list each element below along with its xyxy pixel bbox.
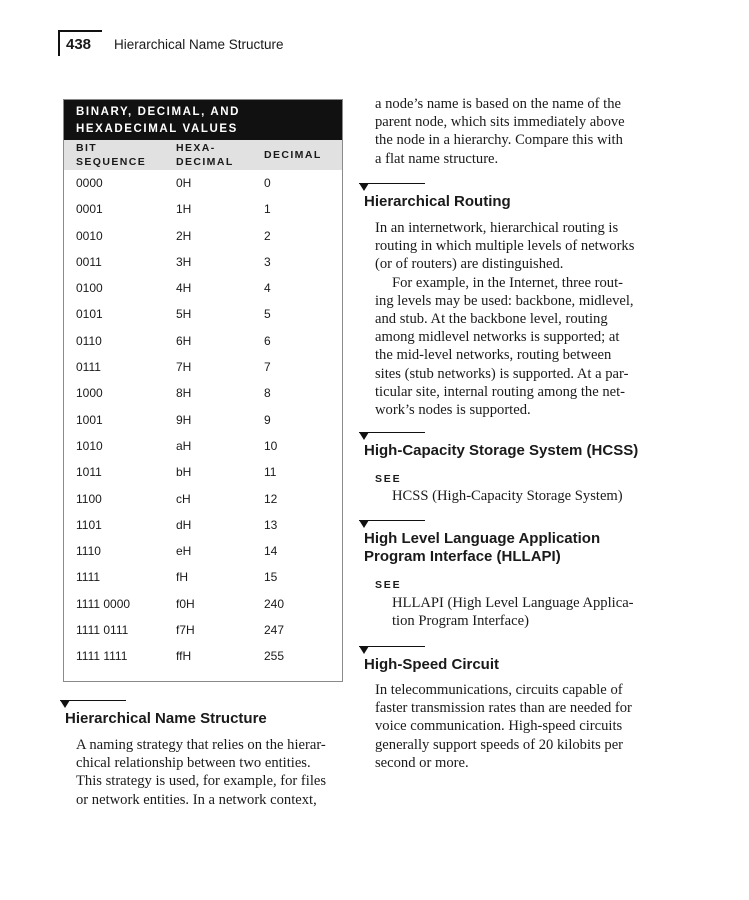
- decimal-cell: 8: [264, 386, 271, 401]
- hexadecimal-cell: 9H: [176, 412, 192, 427]
- decimal-cell: 7: [264, 360, 271, 375]
- values-table: [63, 99, 343, 682]
- decimal-cell: 9: [264, 412, 271, 427]
- decimal-cell: 240: [264, 596, 285, 611]
- hexadecimal-cell: fH: [176, 570, 188, 585]
- hexadecimal-cell: 8H: [176, 386, 192, 401]
- hexadecimal-cell: eH: [176, 544, 192, 559]
- hexadecimal-cell: 0H: [176, 176, 192, 190]
- entry-body: [375, 219, 659, 419]
- hexadecimal-cell: 1H: [176, 202, 192, 217]
- entry-hierarchical-routing: [359, 183, 659, 418]
- table-row: [64, 566, 342, 592]
- bit-sequence-cell: 0011: [76, 254, 102, 269]
- bit-sequence-cell: 1111 1111: [76, 649, 128, 664]
- see-label: SEE: [375, 473, 402, 485]
- table-header-row: [64, 140, 342, 170]
- table-row: [64, 514, 342, 540]
- column-header-hexadecimal: HEXA- DECIMAL: [176, 142, 234, 168]
- decimal-cell: 15: [264, 570, 278, 585]
- body-line: generally support speeds of 20 kilobits per: [375, 736, 624, 753]
- body-line: chical relationship between two entities.: [76, 755, 311, 772]
- decimal-cell: 11: [264, 465, 277, 480]
- hexadecimal-cell: bH: [176, 465, 192, 480]
- see-reference-line: HLLAPI (High Level Language Applica-: [392, 595, 634, 611]
- hexadecimal-cell: aH: [176, 438, 192, 453]
- bit-sequence-cell: 1100: [76, 491, 102, 506]
- bit-sequence-cell: 0101: [76, 307, 103, 322]
- triangle-marker-icon: [359, 646, 369, 654]
- bit-sequence-cell: 1011: [76, 465, 102, 480]
- running-title: Hierarchical Name Structure: [114, 37, 284, 52]
- decimal-cell: 10: [264, 438, 278, 453]
- see-reference: [392, 487, 662, 505]
- bit-sequence-cell: 1101: [76, 517, 102, 532]
- bit-sequence-cell: 1010: [76, 438, 103, 453]
- table-caption-line: BINARY, DECIMAL, AND: [76, 106, 241, 118]
- table-row: [64, 409, 342, 435]
- bit-sequence-cell: 1110: [76, 544, 101, 559]
- decimal-cell: 3: [264, 254, 271, 269]
- hexadecimal-cell: f7H: [176, 623, 195, 638]
- hexadecimal-cell: 3H: [176, 254, 192, 269]
- body-line: or network entities. In a network context,: [76, 791, 317, 808]
- decimal-cell: 13: [264, 517, 278, 532]
- table-row: [64, 198, 342, 224]
- bit-sequence-cell: 1000: [76, 386, 103, 401]
- bit-sequence-cell: 0100: [76, 281, 103, 296]
- see-label: SEE: [375, 579, 402, 591]
- decimal-cell: 4: [264, 281, 271, 296]
- decimal-cell: 255: [264, 649, 285, 664]
- body-line: faster transmission rates than are needed for: [375, 700, 632, 717]
- decimal-cell: 2: [264, 228, 271, 243]
- header-horizontal-rule: [58, 30, 102, 32]
- triangle-marker-icon: [60, 700, 70, 708]
- bit-sequence-cell: 0000: [76, 176, 103, 190]
- table-caption: [64, 100, 342, 140]
- continuation-text: [375, 95, 665, 168]
- hexadecimal-cell: ffH: [176, 649, 192, 664]
- body-line: the mid-level networks, routing between: [375, 347, 612, 364]
- body-line: work’s nodes is supported.: [375, 402, 531, 419]
- table-row: [64, 593, 342, 619]
- table-row: [64, 172, 342, 198]
- body-line: a node’s name is based on the name of the: [375, 96, 621, 112]
- table-row: [64, 645, 342, 671]
- decimal-cell: 12: [264, 491, 278, 506]
- entry-heading: High-Capacity Storage System (HCSS): [364, 442, 639, 459]
- table-row: [64, 461, 342, 487]
- bit-sequence-cell: 1001: [76, 412, 103, 427]
- table-row: [64, 488, 342, 514]
- body-line: the node in a hierarchy. Compare this with: [375, 132, 623, 149]
- body-line: (or of routers) are distinguished.: [375, 256, 564, 273]
- table-row: [64, 382, 342, 408]
- body-line: ticular site, internal routing among the net-: [375, 383, 626, 400]
- bit-sequence-cell: 1111: [76, 570, 101, 585]
- table-row: [64, 356, 342, 382]
- table-row: [64, 277, 342, 303]
- header-vertical-rule: [58, 30, 60, 56]
- entry-high-speed-circuit: [359, 646, 659, 776]
- decimal-cell: 5: [264, 307, 271, 322]
- see-reference-line: HCSS (High-Capacity Storage System): [392, 488, 623, 504]
- body-line: routing in which multiple levels of networks: [375, 238, 635, 255]
- body-line: second or more.: [375, 754, 469, 771]
- hexadecimal-cell: f0H: [176, 596, 195, 611]
- entry-heading: Hierarchical Name Structure: [65, 710, 267, 727]
- bit-sequence-cell: 0001: [76, 202, 103, 217]
- body-line: In telecommunications, circuits capable of: [375, 682, 623, 698]
- entry-hllapi: [359, 520, 659, 635]
- see-reference: [392, 594, 662, 630]
- table-row: [64, 435, 342, 461]
- body-line: a flat name structure.: [375, 150, 499, 167]
- page-number: 438: [66, 36, 92, 53]
- hexadecimal-cell: cH: [176, 491, 191, 506]
- decimal-cell: 6: [264, 333, 271, 348]
- entry-heading: Hierarchical Routing: [364, 193, 511, 210]
- decimal-cell: 0: [264, 176, 271, 190]
- table-row: [64, 251, 342, 277]
- triangle-marker-icon: [359, 432, 369, 440]
- entry-hcss: [359, 432, 659, 512]
- decimal-cell: 247: [264, 623, 285, 638]
- hexadecimal-cell: 2H: [176, 228, 192, 243]
- table-row: [64, 303, 342, 329]
- column-header-bit-sequence: BIT SEQUENCE: [76, 142, 147, 168]
- body-line: This strategy is used, for example, for files: [76, 773, 327, 790]
- entry-body: [375, 681, 659, 772]
- decimal-cell: 1: [264, 202, 271, 217]
- entry-body: [76, 736, 351, 809]
- hexadecimal-cell: 6H: [176, 333, 192, 348]
- body-line: and stub. At the backbone level, routing: [375, 311, 608, 328]
- table-row: [64, 330, 342, 356]
- entry-heading: High-Speed Circuit: [364, 656, 500, 673]
- entry-hierarchical-name-structure: [60, 700, 350, 810]
- body-line: ing levels may be used: backbone, midlevel,: [375, 292, 634, 309]
- hexadecimal-cell: dH: [176, 517, 192, 532]
- table-body: [64, 172, 342, 672]
- entry-heading: High Level Language Application: [364, 530, 601, 547]
- bit-sequence-cell: 1111 0111: [76, 623, 129, 638]
- body-line: parent node, which sits immediately above: [375, 114, 625, 131]
- decimal-cell: 14: [264, 544, 278, 559]
- hexadecimal-cell: 5H: [176, 307, 192, 322]
- body-line: sites (stub networks) is supported. At a par-: [375, 365, 629, 382]
- triangle-marker-icon: [359, 183, 369, 191]
- entry-heading: Program Interface (HLLAPI): [364, 548, 561, 565]
- table-caption-line: HEXADECIMAL VALUES: [76, 123, 238, 135]
- table-row: [64, 619, 342, 645]
- bit-sequence-cell: 0110: [76, 333, 102, 348]
- body-line: In an internetwork, hierarchical routing is: [375, 220, 619, 236]
- see-reference-line: tion Program Interface): [392, 613, 529, 630]
- bit-sequence-cell: 0010: [76, 228, 103, 243]
- body-line: A naming strategy that relies on the hierar-: [76, 737, 326, 753]
- table-row: [64, 540, 342, 566]
- hexadecimal-cell: 4H: [176, 281, 192, 296]
- table-row: [64, 225, 342, 251]
- body-line: voice communication. High-speed circuits: [375, 718, 623, 735]
- hexadecimal-cell: 7H: [176, 360, 192, 375]
- column-header-decimal: DECIMAL: [264, 149, 322, 161]
- body-line: For example, in the Internet, three rout-: [392, 274, 623, 291]
- body-line: among midlevel networks is supported; at: [375, 329, 620, 346]
- bit-sequence-cell: 1111 0000: [76, 596, 131, 611]
- triangle-marker-icon: [359, 520, 369, 528]
- bit-sequence-cell: 0111: [76, 360, 101, 375]
